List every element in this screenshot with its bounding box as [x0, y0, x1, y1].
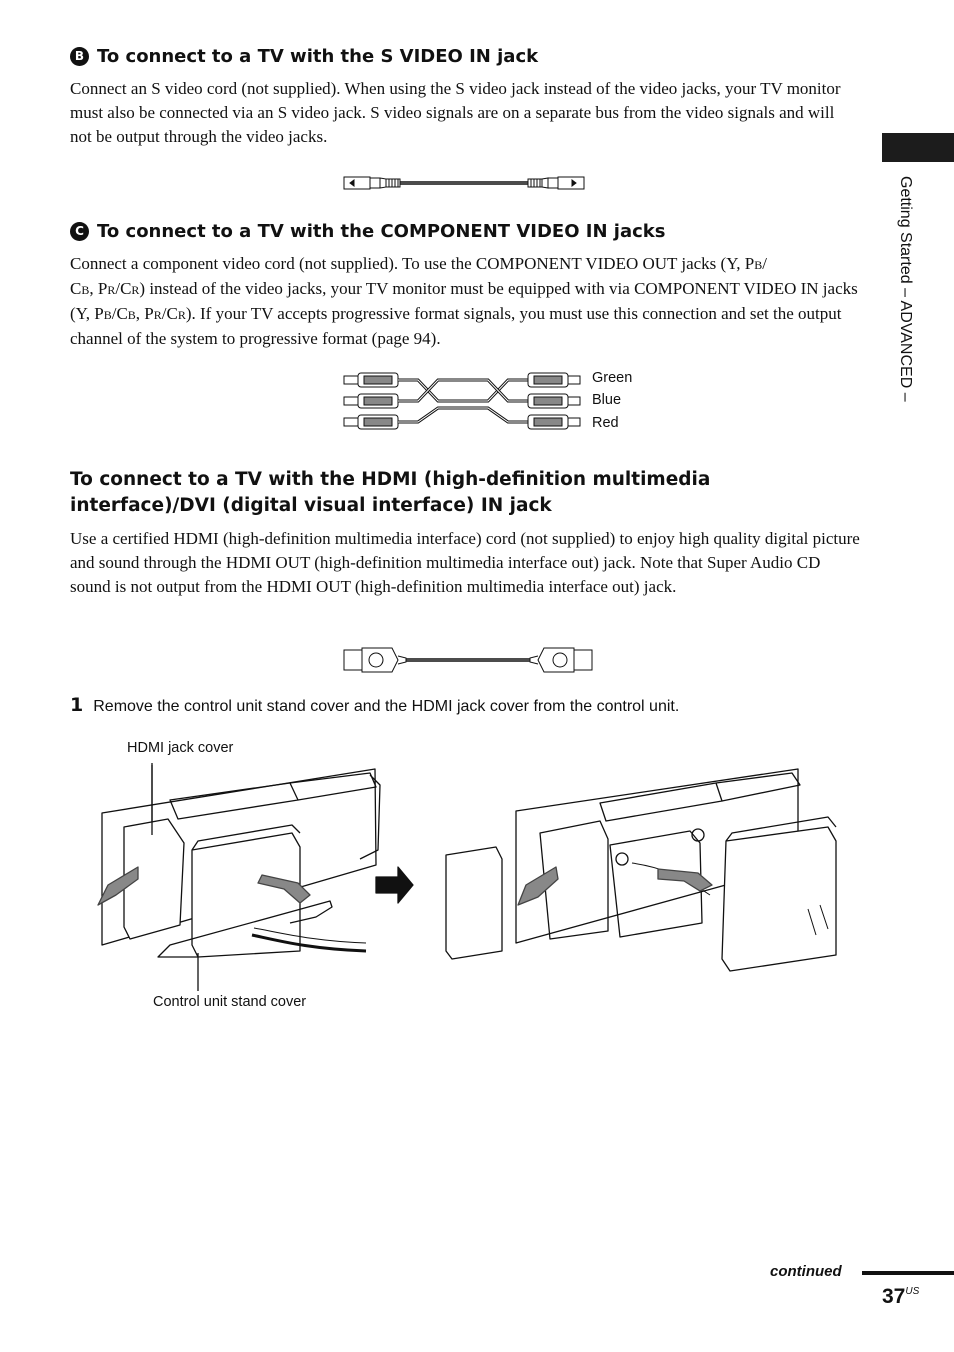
- hdmi-heading: To connect to a TV with the HDMI (high-definition multimedia interface)/DVI (digital visual interface) IN jack: [70, 469, 711, 516]
- section-c-paragraph: Connect a component video cord (not supplied). To use the COMPONENT VIDEO OUT jacks (Y, PB/ CB, PR/CR) instead of the video jacks, your TV monitor must be equipped with via COMPONENT VIDEO IN jacks (Y, PB/CB, PR/CR). If your TV accepts progressive format signals, you must use this connection and set the output channel of the system to progressive format (page 94).: [70, 254, 858, 348]
- step-number: 1: [70, 694, 84, 716]
- label-hdmi-jack-cover: HDMI jack cover: [127, 740, 234, 756]
- step-text: Remove the control unit stand cover and the HDMI jack cover from the control unit.: [93, 698, 680, 715]
- stand-cover-removal-illustration: [80, 755, 850, 995]
- label-control-unit-stand-cover: Control unit stand cover: [153, 994, 307, 1010]
- page-number: $37^{US}$: [882, 1285, 920, 1308]
- s-video-cable-illustration: [340, 170, 590, 196]
- hdmi-paragraph: Use a certified HDMI (high-definition multimedia interface) cord (not supplied) to enjoy high quality digital picture and sound through the HDMI OUT (high-definition multimedia interface out) jack. Note that Super Audio CD sound is not output from the HDMI OUT (high-definition multimedia interface out) jack.: [70, 529, 860, 596]
- component-cable-illustration: [340, 366, 585, 436]
- section-b-marker: B: [70, 47, 89, 66]
- section-c-heading: C To connect to a TV with the COMPONENT VIDEO IN jacks: [70, 221, 665, 242]
- hdmi-cable-illustration: [340, 644, 595, 676]
- section-b-heading: B To connect to a TV with the S VIDEO IN jack: [70, 46, 538, 67]
- continued-rule: [862, 1271, 954, 1275]
- section-b-paragraph: Connect an S video cord (not supplied). When using the S video jack instead of the video jacks, your TV monitor must also be connected via an S video jack. S video signals are on a separate bus from the video signals and will not be output through the video jacks.: [70, 79, 841, 146]
- step-1: [70, 694, 679, 716]
- cable-label-red: Red: [592, 415, 619, 431]
- cable-label-green: Green: [592, 370, 633, 386]
- cable-label-blue: Blue: [592, 392, 622, 408]
- sidebar-section-title: Getting Started – ADVANCED –: [897, 176, 914, 402]
- section-c-marker: C: [70, 222, 89, 241]
- section-tab: [882, 133, 954, 162]
- continued-indicator: continued: [770, 1263, 842, 1280]
